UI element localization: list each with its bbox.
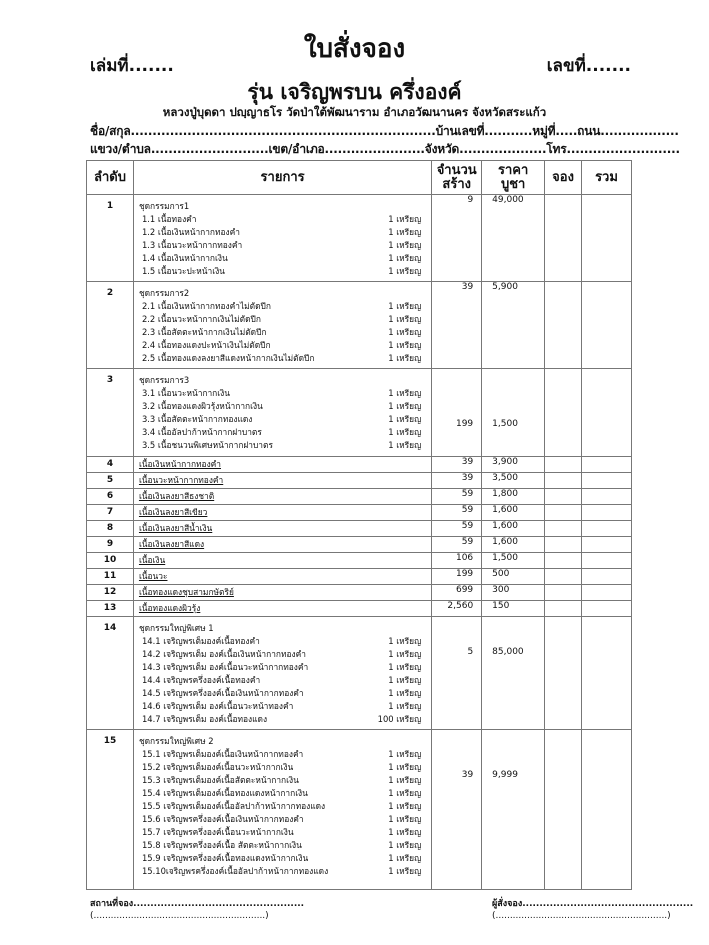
row-number: 14 (87, 617, 134, 730)
row-number: 7 (87, 505, 134, 521)
sub-item-name: 3.1 เนื้อนวะหน้ากากเงิน (141, 388, 230, 398)
row-total-input[interactable] (582, 730, 632, 890)
row-price: 85,000 (482, 617, 545, 730)
col-header-qty-l1: จำนวน (436, 162, 477, 178)
row-total-input[interactable] (582, 195, 632, 282)
sub-item-name: 3.2 เนื้อทองแดงผิวรุ้งหน้ากากเงิน (141, 401, 263, 411)
orderer-signature-field[interactable]: ผู้สั่งจอง.................................................. (492, 899, 694, 909)
sub-item-unit: 1 เหรียญ (388, 840, 422, 850)
row-quantity: 199 (432, 569, 482, 585)
sub-item-unit: 1 เหรียญ (388, 340, 422, 350)
sub-item (139, 648, 427, 661)
row-price: 49,000 (482, 195, 545, 282)
sub-item (139, 774, 427, 787)
sub-item-unit: 1 เหรียญ (388, 788, 422, 798)
col-header-total: รวม (582, 161, 632, 195)
row-total-input[interactable] (582, 457, 632, 473)
table-row (87, 553, 632, 569)
sub-item-unit: 1 เหรียญ (388, 649, 422, 659)
row-price: 3,500 (482, 473, 545, 489)
row-description (133, 730, 431, 890)
sub-item (139, 865, 427, 878)
sub-item (139, 661, 427, 674)
sub-item-unit: 1 เหรียญ (388, 401, 422, 411)
table-row (87, 617, 632, 730)
sub-item (139, 265, 427, 278)
sub-item-unit: 1 เหรียญ (388, 662, 422, 672)
table-row (87, 521, 632, 537)
sub-item-unit: 1 เหรียญ (388, 801, 422, 811)
sub-item-unit: 1 เหรียญ (388, 866, 422, 876)
row-reserve-input[interactable] (545, 473, 582, 489)
row-price: 500 (482, 569, 545, 585)
sub-item-name: 14.4 เจริญพรครึ่งองค์เนื้อทองคำ (141, 675, 261, 685)
sub-item-name: 1.4 เนื้อเงินหน้ากากเงิน (141, 253, 228, 263)
table-row (87, 601, 632, 617)
row-reserve-input[interactable] (545, 601, 582, 617)
sub-item-name: 1.5 เนื้อนวะปะหน้าเงิน (141, 266, 225, 276)
sub-item-unit: 1 เหรียญ (388, 440, 422, 450)
sub-item-name: 2.2 เนื้อนวะหน้ากากเงินไม่ตัดปีก (141, 314, 261, 324)
sub-item-name: 14.1 เจริญพรเต็มองค์เนื้อทองคำ (141, 636, 260, 646)
group-title: ชุดกรรมการ2 (138, 288, 190, 298)
row-quantity: 106 (432, 553, 482, 569)
sub-item-unit: 1 เหรียญ (388, 749, 422, 759)
row-description: เนื้อเงินลงยาสีธงชาติ (133, 489, 431, 505)
sub-item-unit: 1 เหรียญ (388, 227, 422, 237)
row-number: 2 (87, 282, 134, 369)
sub-item (139, 326, 427, 339)
sub-item-unit: 1 เหรียญ (388, 266, 422, 276)
row-price: 1,600 (482, 505, 545, 521)
sub-item (139, 426, 427, 439)
row-reserve-input[interactable] (545, 489, 582, 505)
sub-item-unit: 1 เหรียญ (388, 301, 422, 311)
row-quantity: 699 (432, 585, 482, 601)
table-header-row (87, 161, 632, 195)
row-price: 5,900 (482, 282, 545, 369)
orderer-name-field[interactable]: (............................................................) (492, 911, 671, 921)
sub-item-unit: 1 เหรียญ (388, 853, 422, 863)
row-total-input[interactable] (582, 473, 632, 489)
row-quantity: 5 (432, 617, 482, 730)
row-reserve-input[interactable] (545, 617, 582, 730)
book-number-field[interactable]: เล่มที่....... (90, 56, 174, 76)
sub-item-unit: 100 เหรียญ (377, 714, 422, 724)
sub-item-name: 15.2 เจริญพรเต็มองค์เนื้อนวะหน้ากากเงิน (141, 762, 294, 772)
row-number: 13 (87, 601, 134, 617)
row-number: 1 (87, 195, 134, 282)
sub-item-name: 1.3 เนื้อนวะหน้ากากทองคำ (141, 240, 243, 250)
row-total-input[interactable] (582, 585, 632, 601)
sub-item (139, 713, 427, 726)
col-header-item: รายการ (133, 161, 431, 195)
row-quantity: 2,560 (432, 601, 482, 617)
sub-item-unit: 1 เหรียญ (388, 814, 422, 824)
sub-item-name: 14.3 เจริญพรเต็ม องค์เนื้อนวะหน้ากากทองคำ (141, 662, 309, 672)
sub-item-name: 14.7 เจริญพรเต็ม องค์เนื้อทองแดง (141, 714, 268, 724)
sub-item-name: 3.4 เนื้ออัลปาก้าหน้ากากฝาบาตร (141, 427, 262, 437)
sub-item-name: 15.4 เจริญพรเต็มองค์เนื้อทองแดงหน้ากากเงิน (141, 788, 308, 798)
row-reserve-input[interactable] (545, 505, 582, 521)
sub-item (139, 226, 427, 239)
sub-item-unit: 1 เหรียญ (388, 214, 422, 224)
col-header-no: ลำดับ (87, 161, 134, 195)
row-total-input[interactable] (582, 537, 632, 553)
sub-item (139, 748, 427, 761)
row-price: 150 (482, 601, 545, 617)
col-header-reserve: จอง (545, 161, 582, 195)
row-reserve-input[interactable] (545, 457, 582, 473)
row-quantity: 199 (432, 369, 482, 457)
row-description: เนื้อเงิน (133, 553, 431, 569)
sub-item (139, 213, 427, 226)
sub-item (139, 761, 427, 774)
row-description (133, 195, 431, 282)
row-quantity: 59 (432, 489, 482, 505)
booking-place-name-field[interactable]: (............................................................) (90, 911, 269, 921)
row-price: 1,800 (482, 489, 545, 505)
row-total-input[interactable] (582, 505, 632, 521)
sub-item (139, 800, 427, 813)
sub-item-unit: 1 เหรียญ (388, 388, 422, 398)
row-total-input[interactable] (582, 617, 632, 730)
sub-item-unit: 1 เหรียญ (388, 427, 422, 437)
row-number: 12 (87, 585, 134, 601)
sub-item (139, 400, 427, 413)
customer-district-phone-field[interactable]: แขวง/ตำบล...........................เขต/อำเภอ.......................จังหวัด....................โทร.......................... (90, 142, 680, 156)
sub-item-name: 15.5 เจริญพรเต็มองค์เนื้ออัลปาก้าหน้ากากทองแดง (141, 801, 326, 811)
row-description (133, 369, 431, 457)
sub-item (139, 413, 427, 426)
sub-item-name: 15.6 เจริญพรครึ่งองค์เนื้อเงินหน้ากากทองคำ (141, 814, 304, 824)
row-reserve-input[interactable] (545, 282, 582, 369)
table-row (87, 505, 632, 521)
row-number: 8 (87, 521, 134, 537)
sub-item-name: 15.8 เจริญพรครึ่งองค์เนื้อ สัตตะหน้ากากเงิน (141, 840, 302, 850)
sub-item (139, 300, 427, 313)
row-price: 1,600 (482, 537, 545, 553)
sub-item-name: 15.7 เจริญพรครึ่งองค์เนื้อนวะหน้ากากเงิน (141, 827, 294, 837)
row-reserve-input[interactable] (545, 569, 582, 585)
row-total-input[interactable] (582, 369, 632, 457)
row-total-input[interactable] (582, 489, 632, 505)
sub-item-unit: 1 เหรียญ (388, 636, 422, 646)
row-price: 1,500 (482, 369, 545, 457)
sub-item (139, 839, 427, 852)
row-description (133, 617, 431, 730)
col-header-price (482, 161, 545, 195)
sub-item (139, 387, 427, 400)
row-description: เนื้อเงินหน้ากากทองคำ (133, 457, 431, 473)
col-header-qty-l2: สร้าง (442, 176, 471, 192)
sub-item (139, 687, 427, 700)
sub-item-name: 14.2 เจริญพรเต็ม องค์เนื้อเงินหน้ากากทองคำ (141, 649, 306, 659)
row-quantity: 9 (432, 195, 482, 282)
sub-item (139, 635, 427, 648)
row-number: 3 (87, 369, 134, 457)
table-row (87, 369, 632, 457)
sub-item-unit: 1 เหรียญ (388, 675, 422, 685)
row-description: เนื้อทองแดงชุบสามกษัตริย์ (133, 585, 431, 601)
row-number: 10 (87, 553, 134, 569)
document-number-field[interactable]: เลขที่....... (546, 56, 631, 76)
sub-item (139, 252, 427, 265)
sub-item (139, 239, 427, 252)
sub-item (139, 352, 427, 365)
sub-item-name: 3.3 เนื้อสัตตะหน้ากากทองแดง (141, 414, 253, 424)
col-header-qty (432, 161, 482, 195)
row-reserve-input[interactable] (545, 195, 582, 282)
table-row (87, 457, 632, 473)
row-number: 5 (87, 473, 134, 489)
sub-item-unit: 1 เหรียญ (388, 762, 422, 772)
row-number: 15 (87, 730, 134, 890)
sub-item-unit: 1 เหรียญ (388, 827, 422, 837)
row-quantity: 39 (432, 473, 482, 489)
row-description: เนื้อทองแดงผิวรุ้ง (133, 601, 431, 617)
form-title: ใบสั่งจอง (303, 34, 406, 64)
table-row (87, 195, 632, 282)
row-total-input[interactable] (582, 553, 632, 569)
row-reserve-input[interactable] (545, 730, 582, 890)
table-row (87, 730, 632, 890)
table-row (87, 282, 632, 369)
row-reserve-input[interactable] (545, 369, 582, 457)
sub-item (139, 813, 427, 826)
row-total-input[interactable] (582, 601, 632, 617)
sub-item-name: 15.10เจริญพรครึ่งองค์เนื้ออัลปาก้าหน้ากากทองแดง (141, 866, 329, 876)
row-number: 9 (87, 537, 134, 553)
sub-item (139, 826, 427, 839)
sub-item (139, 787, 427, 800)
row-reserve-input[interactable] (545, 585, 582, 601)
row-reserve-input[interactable] (545, 537, 582, 553)
row-number: 4 (87, 457, 134, 473)
sub-item-unit: 1 เหรียญ (388, 240, 422, 250)
sub-item-name: 14.5 เจริญพรครึ่งองค์เนื้อเงินหน้ากากทองคำ (141, 688, 304, 698)
row-description: เนื้อนวะ (133, 569, 431, 585)
sub-item-unit: 1 เหรียญ (388, 414, 422, 424)
group-title: ชุดกรรมการ3 (138, 375, 190, 385)
sub-item-name: 3.5 เนื้อชนวนพิเศษหน้ากากฝาบาตร (141, 440, 273, 450)
customer-name-address-field[interactable]: ชื่อ/สกุล......................................................................บ้านเลขที่...........หมู่ที่.....ถนน.................. (90, 124, 679, 138)
row-number: 11 (87, 569, 134, 585)
row-price: 9,999 (482, 730, 545, 890)
row-quantity: 39 (432, 457, 482, 473)
sub-item-name: 14.6 เจริญพรเต็ม องค์เนื้อนวะหน้าทองคำ (141, 701, 294, 711)
sub-item-name: 15.1 เจริญพรเต็มองค์เนื้อเงินหน้ากากทองคำ (141, 749, 304, 759)
row-price: 300 (482, 585, 545, 601)
order-table (86, 160, 632, 890)
table-row (87, 537, 632, 553)
group-title: ชุดกรรมใหญ่พิเศษ 2 (138, 736, 214, 746)
sub-item-unit: 1 เหรียญ (388, 327, 422, 337)
group-title: ชุดกรรมใหญ่พิเศษ 1 (138, 623, 214, 633)
table-row (87, 489, 632, 505)
table-row (87, 585, 632, 601)
row-reserve-input[interactable] (545, 521, 582, 537)
row-price: 1,600 (482, 521, 545, 537)
row-quantity: 59 (432, 521, 482, 537)
sub-item-name: 2.3 เนื้อสัตตะหน้ากากเงินไม่ตัดปีก (141, 327, 267, 337)
row-description: เนื้อเงินลงยาสีน้ำเงิน (133, 521, 431, 537)
sub-item (139, 313, 427, 326)
row-price: 1,500 (482, 553, 545, 569)
col-header-price-l2: บูชา (500, 176, 526, 192)
sub-item (139, 674, 427, 687)
sub-item (139, 339, 427, 352)
row-description: เนื้อเงินลงยาสีเขียว (133, 505, 431, 521)
sub-item-unit: 1 เหรียญ (388, 688, 422, 698)
row-total-input[interactable] (582, 569, 632, 585)
row-quantity: 39 (432, 282, 482, 369)
row-price: 3,900 (482, 457, 545, 473)
sub-item-unit: 1 เหรียญ (388, 701, 422, 711)
row-total-input[interactable] (582, 521, 632, 537)
row-description: เนื้อเงินลงยาสีแดง (133, 537, 431, 553)
col-header-price-l1: ราคา (497, 162, 529, 178)
group-title: ชุดกรรมการ1 (138, 201, 190, 211)
sub-item-unit: 1 เหรียญ (388, 253, 422, 263)
booking-place-field[interactable]: สถานที่จอง.................................................. (90, 899, 305, 909)
sub-item (139, 852, 427, 865)
sub-item-unit: 1 เหรียญ (388, 775, 422, 785)
sub-item-name: 1.2 เนื้อเงินหน้ากากทองคำ (141, 227, 240, 237)
row-description: เนื้อนวะหน้ากากทองคำ (133, 473, 431, 489)
series-title: รุ่น เจริญพรบน ครึ่งองค์ (247, 80, 462, 104)
row-quantity: 39 (432, 730, 482, 890)
sub-item-name: 1.1 เนื้อทองคำ (141, 214, 197, 224)
table-row (87, 569, 632, 585)
row-total-input[interactable] (582, 282, 632, 369)
sub-item-unit: 1 เหรียญ (388, 314, 422, 324)
sub-item-name: 2.5 เนื้อทองแดงลงยาสีแดงหน้ากากเงินไม่ตัดปีก (141, 353, 315, 363)
sub-item-unit: 1 เหรียญ (388, 353, 422, 363)
sub-item (139, 700, 427, 713)
row-number: 6 (87, 489, 134, 505)
sub-item-name: 15.3 เจริญพรเต็มองค์เนื้อสัตตะหน้ากากเงิน (141, 775, 299, 785)
row-quantity: 59 (432, 537, 482, 553)
sub-item-name: 2.1 เนื้อเงินหน้ากากทองคำไม่ตัดปีก (141, 301, 271, 311)
sub-item-name: 15.9 เจริญพรครึ่งองค์เนื้อทองแดงหน้ากากเงิน (141, 853, 309, 863)
sub-item-name: 2.4 เนื้อทองแดงปะหน้าเงินไม่ตัดปีก (141, 340, 271, 350)
table-row (87, 473, 632, 489)
row-quantity: 59 (432, 505, 482, 521)
row-description (133, 282, 431, 369)
temple-subtitle: หลวงปู่บุดดา ปญฺญาธโร วัดป่าใต้พัฒนาราม อำเภอวัฒนานคร จังหวัดสระแก้ว (162, 105, 547, 119)
sub-item (139, 439, 427, 452)
row-reserve-input[interactable] (545, 553, 582, 569)
